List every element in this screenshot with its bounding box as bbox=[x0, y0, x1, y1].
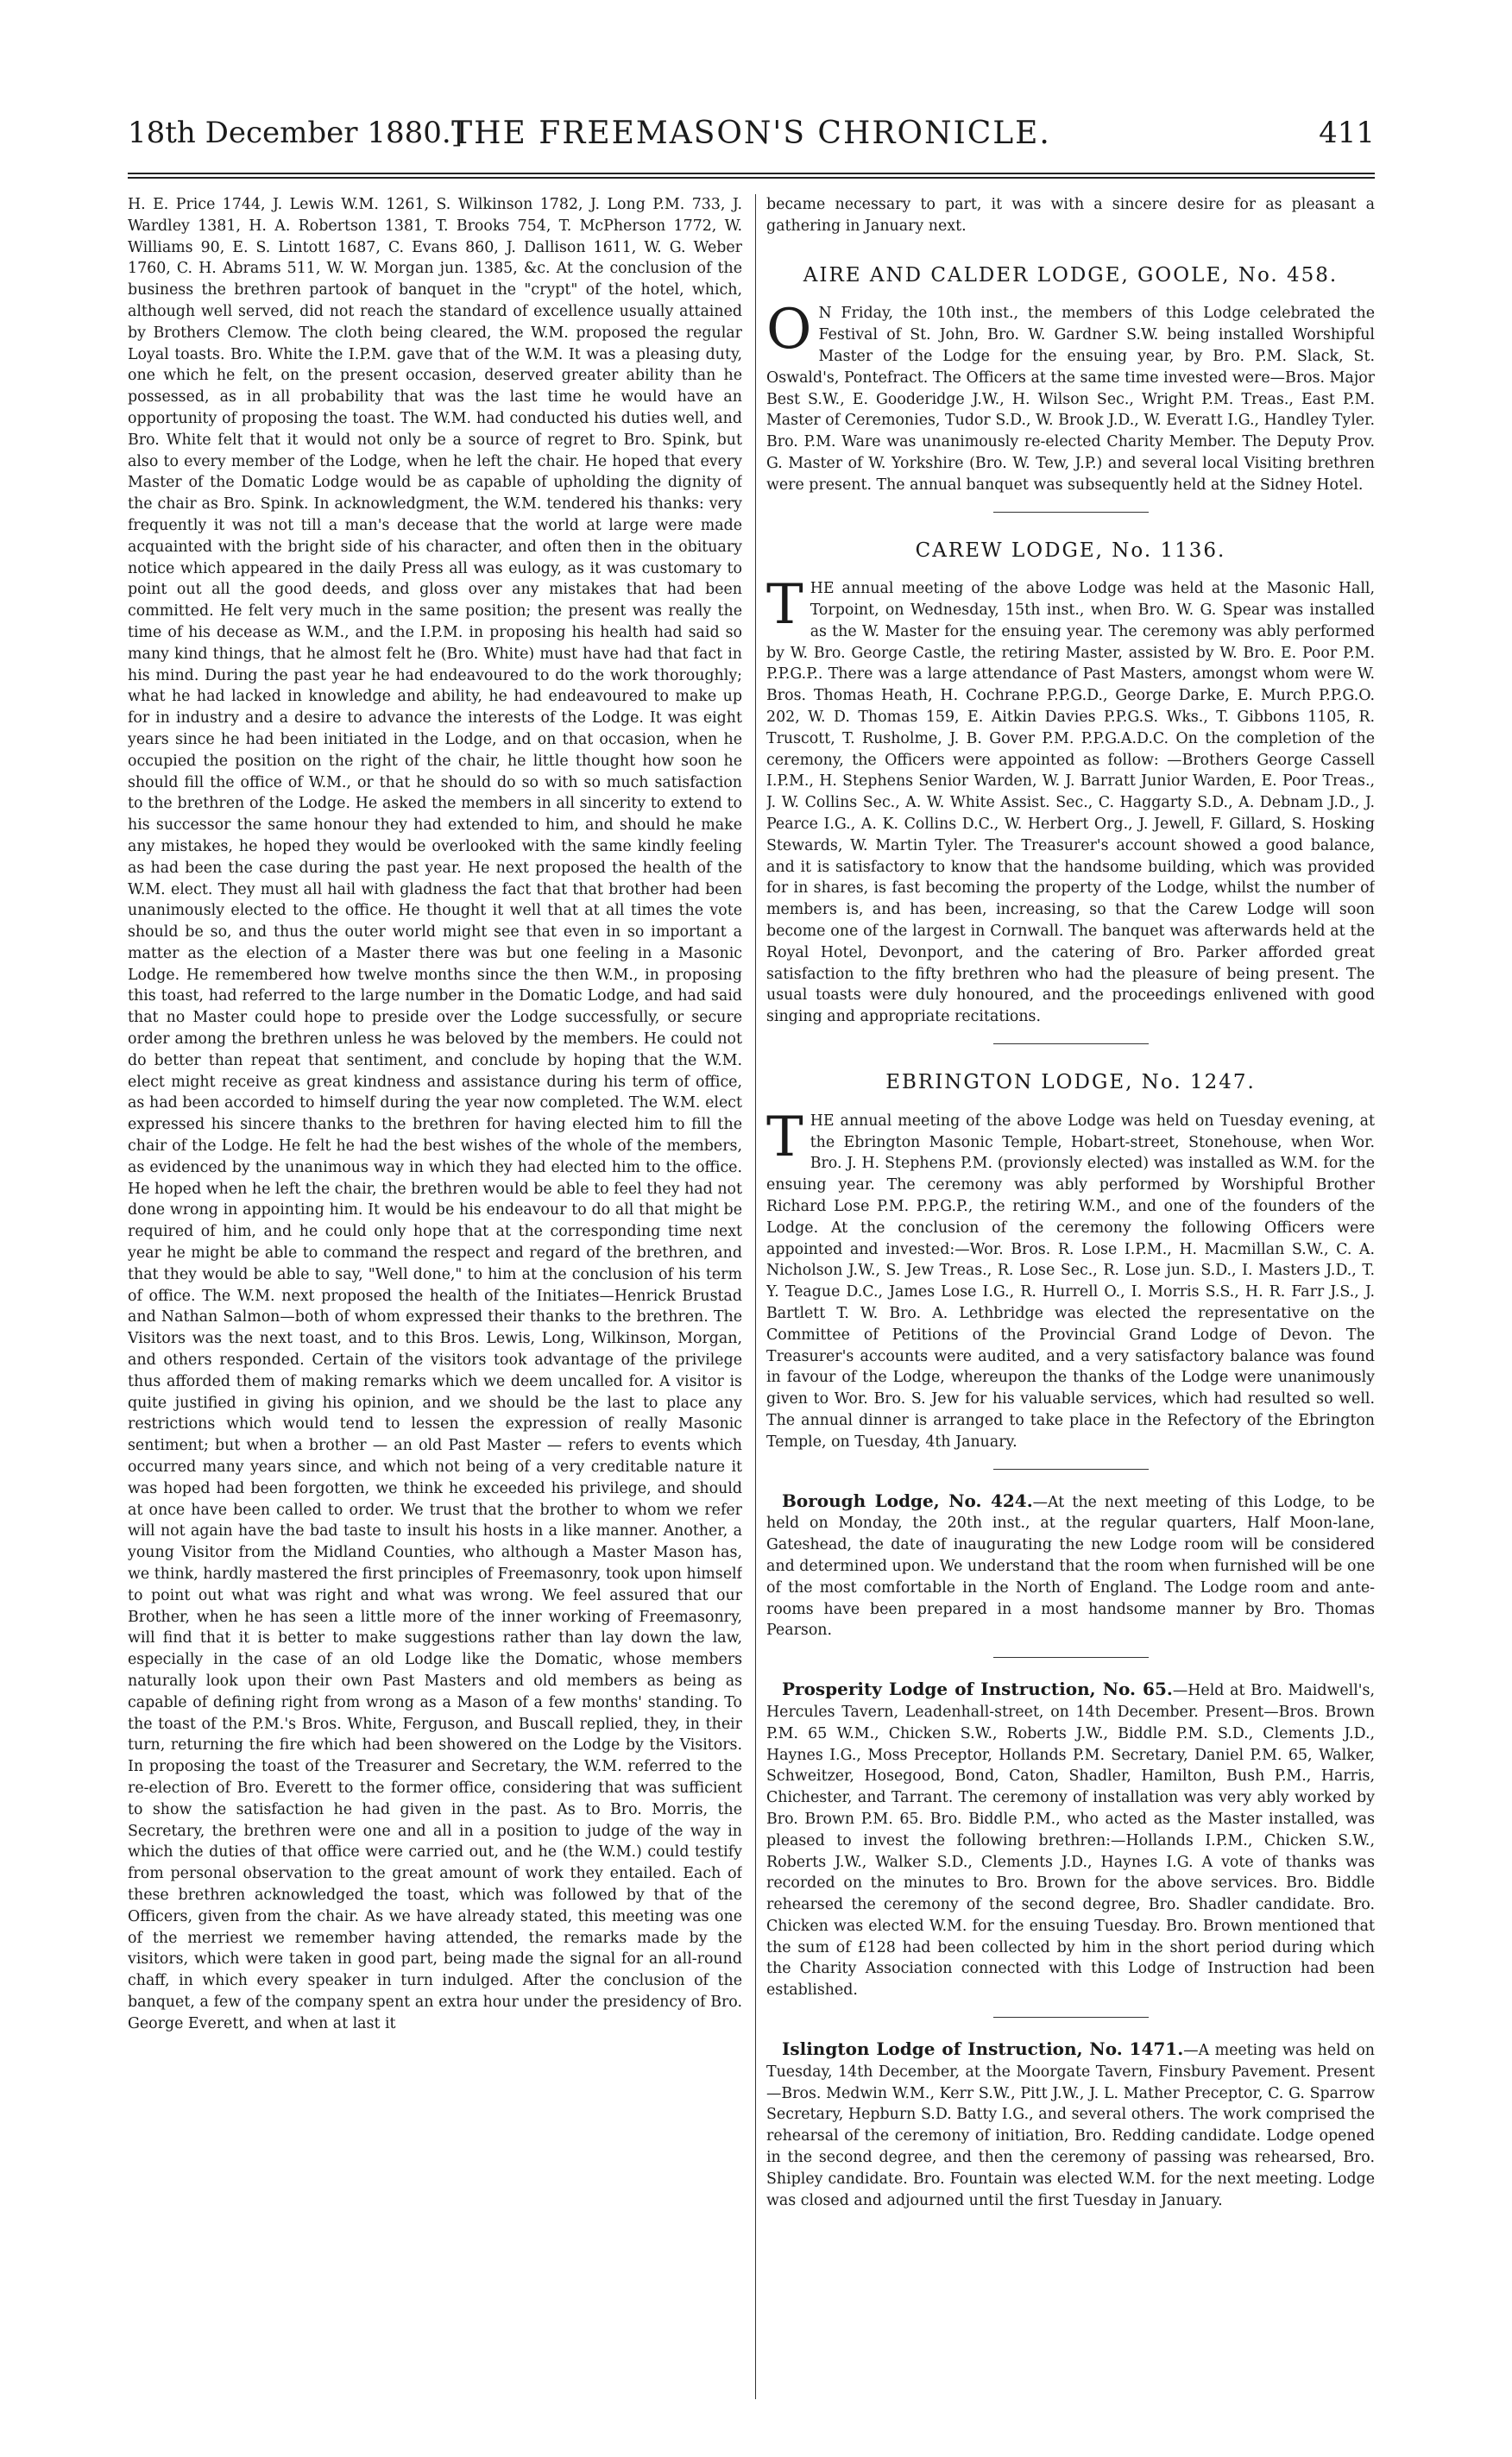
notice-text: —At the next meeting of this Lodge, to be held on Monday, the 20th inst., at the regular quarters, Half Moon-lane, Gateshead, the date of inaugurating the new Lodge room will be considered and determined upon. We understand that the room when furnished will be one of the most comfortable in the North of England. The Lodge room and ante-rooms have been prepared in a most handsome manner by Bro. Thomas Pearson. bbox=[766, 1493, 1375, 1640]
drop-cap: T bbox=[766, 573, 803, 638]
page-header bbox=[128, 104, 1375, 171]
section-text: N Friday, the 10th inst., the members of this Lodge celebrated the Festival of St. John, Bro. W. Gardner S.W. being installed Worshipful Master of the Lodge for the ensuing year, by Bro. P.M. Slack, St. Oswald's, Pontefract. The Officers at the same time invested were—Bros. Major Best S.W., E. Gooderidge J.W., H. Wilson Sec., Wright P.M. Treas., East P.M. Master of Ceremonies, Tudor S.D., W. Brook J.D., W. Everatt I.G., Handley Tyler. Bro. P.M. Ware was unanimously re-elected Charity Member. The Deputy Prov. G. Master of W. Yorkshire (Bro. W. Tew, J.P.) and several local Visiting brethren were present. The annual banquet was subsequently held at the Sidney Hotel. bbox=[766, 305, 1375, 494]
notice-islington-lodge bbox=[766, 2037, 1375, 2211]
drop-cap: T bbox=[766, 1105, 803, 1169]
notice-title: Islington Lodge of Instruction, No. 1471. bbox=[782, 2038, 1184, 2060]
section-text: HE annual meeting of the above Lodge was held on Tuesday evening, at the Ebrington Masonic Temple, Hobart-street, Stonehouse, when Wor. Bro. J. H. Stephens P.M. (provionsly elected) was installed as W.M. for the ensuing year. The ceremony was ably performed by Worshipful Brother Richard Lose P.M. P.P.G.P., the retiring W.M., and one of the founders of the Lodge. At the conclusion of the ceremony the following Officers were appointed and invested:—Wor. Bros. R. Lose I.P.M., H. Macmillan S.W., C. A. Nicholson J.W., S. Jew Treas., R. Lose Sec., R. Lose jun. S.D., I. Masters J.D., T. Y. Teague D.C., James Lose I.G., R. Hurrell O., I. Morris S.S., H. R. Farr J.S., J. Bartlett T. W. Bro. A. Lethbridge was elected the representative on the Committee of Petitions of the Provincial Grand Lodge of Devon. The Treasurer's accounts were audited, and a very satisfactory balance was found in favour of the Lodge, whereupon the thanks of the Lodge were unanimously given to Wor. Bro. S. Jew for his valuable services, which had resulted so well. The annual dinner is arranged to take place in the Refectory of the Ebrington Temple, on Tuesday, 4th January. bbox=[766, 1112, 1375, 1451]
left-column bbox=[128, 194, 742, 2403]
masthead-title: THE FREEMASON'S CHRONICLE. bbox=[451, 116, 1051, 151]
notice-text: —Held at Bro. Maidwell's, Hercules Tavern, Leadenhall-street, on 14th December. Present—Bros. Brown P.M. 65 W.M., Chicken S.W., Roberts J.W., Biddle P.M. S.D., Clements J.D., Haynes I.G., Moss Preceptor, Hollands P.M. Secretary, Daniel P.M. 65, Walker, Schweitzer, Hosegood, Bond, Caton, Shadler, Hamilton, Bush P.M., Harris, Chichester, and Tarrant. The ceremony of installation was very ably worked by Bro. Brown P.M. 65. Bro. Biddle P.M., who acted as the Master installed, was pleased to invest the following brethren:—Hollands I.P.M., Chicken S.W., Roberts J.W., Walker S.D., Clements J.D., Haynes I.G. A vote of thanks was recorded on the minutes to Bro. Brown for the above services. Bro. Biddle rehearsed the ceremony of the second degree, Bro. Shadler candidate. Bro. Chicken was elected W.M. for the ensuing Tuesday. Bro. Brown mentioned that the sum of £128 had been collected by him in the short period during which the Charity Association connected with this Lodge of Instruction had been established. bbox=[766, 1682, 1375, 2000]
notice-prosperity-lodge bbox=[766, 1677, 1375, 2018]
section-text: HE annual meeting of the above Lodge was held at the Masonic Hall, Torpoint, on Wednesday, 15th inst., when Bro. W. G. Spear was installed as the W. Master for the ensuing year. The ceremony was ably performed by W. Bro. George Castle, the retiring Master, assisted by W. Bro. E. Poor P.M. P.P.G.P.. There was a large attendance of Past Masters, amongst whom were W. Bros. Thomas Heath, H. Cochrane P.P.G.D., George Darke, E. Murch P.P.G.O. 202, W. D. Thomas 159, E. Aitkin Davies P.P.G.S. Wks., T. Gibbons 1105, R. Truscott, T. Rusholme, J. B. Gover P.M. P.P.G.A.D.C. On the completion of the ceremony, the Officers were appointed as follow: —Brothers George Cassell I.P.M., H. Stephens Senior Warden, W. J. Barratt Junior Warden, E. Poor Treas., J. W. Collins Sec., A. W. White Assist. Sec., C. Haggarty S.D., A. Debnam J.D., J. Pearce I.G., A. K. Collins D.C., W. Herbert Org., J. Jewell, F. Gillard, S. Hosking Stewards, W. Martin Tyler. The Treasurer's account showed a good balance, and it is satisfactory to know that the handsome building, which was provided for in shares, is fast becoming the property of the Lodge, whilst the number of members is, and has been, increasing, so that the Carew Lodge will soon become one of the largest in Cornwall. The banquet was afterwards held at the Royal Hotel, Devonport, and the catering of Bro. Parker afforded great satisfaction to the fifty brethren who had the pleasure of being present. The usual toasts were duly honoured, and the proceedings enlivened with good singing and appropriate recitations. bbox=[766, 580, 1375, 1026]
page-number: 411 bbox=[1319, 116, 1375, 150]
article-continuation: H. E. Price 1744, J. Lewis W.M. 1261, S. Wilkinson 1782, J. Long P.M. 733, J. Wardley 1381, H. A. Robertson 1381, T. Brooks 754, T. McPherson 1772, W. Williams 90, E. S. Lintott 1687, C. Evans 860, J. Dallison 1611, W. G. Weber 1760, C. H. Abrams 511, W. W. Morgan jun. 1385, &c. At the conclusion of the business the brethren partook of banquet in the "crypt" of the hotel, which, although well served, did not reach the standard of excellence usually attained by Brothers Clemow. The cloth being cleared, the W.M. proposed the regular Loyal toasts. Bro. White the I.P.M. gave that of the W.M. It was a pleasing duty, one which he felt, on the present occasion, deserved greater ability than he possessed, as in all probability that was the last time he would have an opportunity of proposing the toast. The W.M. had conducted his duties well, and Bro. White felt that it would not only be a source of regret to Bro. Spink, but also to every member of the Lodge, when he left the chair. He hoped that every Master of the Domatic Lodge would be as capable of upholding the dignity of the chair as Bro. Spink. In acknowledgment, the W.M. tendered his thanks: very frequently it was not till a man's decease that the world at large were made acquainted with the bright side of his character, and often then in the obituary notice which appeared in the daily Press all was eulogy, as it was customary to point out all the good deeds, and gloss over any mistakes that had been committed. He felt very much in the same position; the present was really the time of his decease as W.M., and the I.P.M. in proposing his health had said so many kind things, that he almost felt he (Bro. White) must have had that fact in his mind. During the past year he had endeavoured to do the work thoroughly; what he had lacked in knowledge and ability, he had endeavoured to make up for in industry and a desire to advance the interests of the Lodge. It was eight years since he had been initiated in the Lodge, and on that occasion, when he occupied the position on the right of the chair, he little thought how soon he should fill the office of W.M., or that he should do so with so much satisfaction to the brethren of the Lodge. He asked the members in all sincerity to extend to his successor the same honour they had extended to him, and should he make any mistakes, he hoped they would be overlooked with the same kindly feeling as had been the case during the past year. He next proposed the health of the W.M. elect. They must all hail with gladness the fact that that brother had been unanimously elected to the office. He thought it well that at all times the vote should be so, and thus the outer world might see that even in so important a matter as the election of a Master there was but one feeling in a Masonic Lodge. He remembered how twelve months since the then W.M., in proposing this toast, had referred to the large number in the Domatic Lodge, and had said that no Master could hope to preside over the Lodge successfully, or secure order among the brethren unless he was beloved by the members. He could not do better than repeat that sentiment, and conclude by hoping that the W.M. elect might receive as great kindness and assistance during his term of office, as had been accorded to himself during the year now completed. The W.M. elect expressed his sincere thanks to the brethren for having elected him to fill the chair of the Lodge. He felt he had the best wishes of the whole of the members, as evidenced by the unanimous way in which they had elected him to the office. He hoped when he left the chair, the brethren would be able to feel they had not done wrong in appointing him. It would be his endeavour to do all that might be required of him, and he could only hope that at the corresponding time next year he might be able to command the respect and regard of the brethren, and that they would be able to say, "Well done," to him at the conclusion of his term of office. The W.M. next proposed the health of the Initiates—Henrick Brustad and Nathan Salmon—both of whom expressed their thanks to the brethren. The Visitors was the next toast, and to this Bros. Lewis, Long, Wilkinson, Morgan, and others responded. Certain of the visitors took advantage of the privilege thus afforded them of making remarks which we deem uncalled for. A visitor is quite justified in giving his opinion, and we should be the last to place any restrictions which would tend to lessen the expression of really Masonic sentiment; but when a brother — an old Past Master — refers to events which occurred many years since, and which not being of a very creditable nature it was hoped had been forgotten, we think he exceeded his privilege, and should at once have been called to order. We trust that the brother to whom we refer will not again have the bad taste to insult his hosts in a like manner. Another, a young Visitor from the Midland Counties, who although a Master Mason has, we think, hardly mastered the first principles of Freemasonry, took upon himself to point out what was right and what was wrong. We feel assured that our Brother, when he has seen a little more of the inner working of Freemasonry, will find that it is better to make suggestions rather than lay down the law, especially in the case of an old Lodge like the Domatic, whose members naturally look upon their own Past Masters and old members as being as capable of defining right from wrong as a Mason of a few months' standing. To the toast of the P.M.'s Bros. White, Ferguson, and Buscall replied, they, in their turn, returning the fire which had been showered on the Lodge by the Visitors. In proposing the toast of the Treasurer and Secretary, the W.M. referred to the re-election of Bro. Everett to the former office, considering that was sufficient to show the satisfaction he had given in the past. As to Bro. Morris, the Secretary, the brethren were one and all in a position to judge of the way in which the duties of that office were carried out, and he (the W.M.) could testify from personal observation to the great amount of work they entailed. Each of these brethren acknowledged the toast, which was followed by that of the Officers, given from the chair. As we have already stated, this meeting was one of the merriest we remember having attended, the remarks made by the visitors, which were taken in good part, being made the signal for an all-round chaff, in which every speaker in turn indulged. After the conclusion of the banquet, a few of the company spent an extra hour under the presidency of Bro. George Everett, and when at last it bbox=[128, 196, 742, 2032]
notice-body bbox=[766, 2037, 1375, 2211]
section-heading: EBRINGTON LODGE, No. 1247. bbox=[885, 1071, 1256, 1094]
notice-borough-lodge bbox=[766, 1489, 1375, 1659]
notice-title: Borough Lodge, No. 424. bbox=[782, 1490, 1033, 1511]
header-rule-thin bbox=[128, 177, 1375, 179]
right-column bbox=[766, 194, 1375, 2403]
section-heading: AIRE AND CALDER LODGE, GOOLE, No. 458. bbox=[803, 263, 1339, 287]
column-divider bbox=[755, 194, 756, 2399]
section-rule bbox=[993, 512, 1149, 513]
section-body bbox=[766, 573, 1375, 1028]
header-rule bbox=[128, 173, 1375, 174]
section-body bbox=[766, 298, 1375, 495]
notice-body bbox=[766, 1489, 1375, 1642]
notice-body bbox=[766, 1677, 1375, 2001]
section-aire-calder bbox=[766, 261, 1375, 513]
article-continuation-end: became necessary to part, it was with a sincere desire for as pleasant a gathering in January next. bbox=[766, 196, 1375, 235]
section-carew bbox=[766, 537, 1375, 1045]
notice-rule bbox=[993, 2017, 1149, 2018]
section-body bbox=[766, 1105, 1375, 1453]
section-rule bbox=[993, 1043, 1149, 1044]
section-rule bbox=[993, 1469, 1149, 1470]
drop-cap: O bbox=[766, 298, 812, 362]
notice-rule bbox=[993, 1657, 1149, 1658]
notice-title: Prosperity Lodge of Instruction, No. 65. bbox=[782, 1679, 1173, 1700]
section-heading: CAREW LODGE, No. 1136. bbox=[915, 539, 1226, 562]
section-ebrington bbox=[766, 1068, 1375, 1470]
notice-text: —A meeting was held on Tuesday, 14th December, at the Moorgate Tavern, Finsbury Pavement. Present—Bros. Medwin W.M., Kerr S.W., Pitt J.W., J. L. Mather Preceptor, C. G. Sparrow Secretary, Hepburn S.D. Batty I.G., and several others. The work comprised the rehearsal of the ceremony of initiation, Bro. Redding candidate. Lodge opened in the second degree, and then the ceremony of passing was rehearsed, Bro. Shipley candidate. Bro. Fountain was elected W.M. for the next meeting. Lodge was closed and adjourned until the first Tuesday in January. bbox=[766, 2042, 1375, 2209]
issue-date: 18th December 1880.] bbox=[128, 116, 463, 150]
